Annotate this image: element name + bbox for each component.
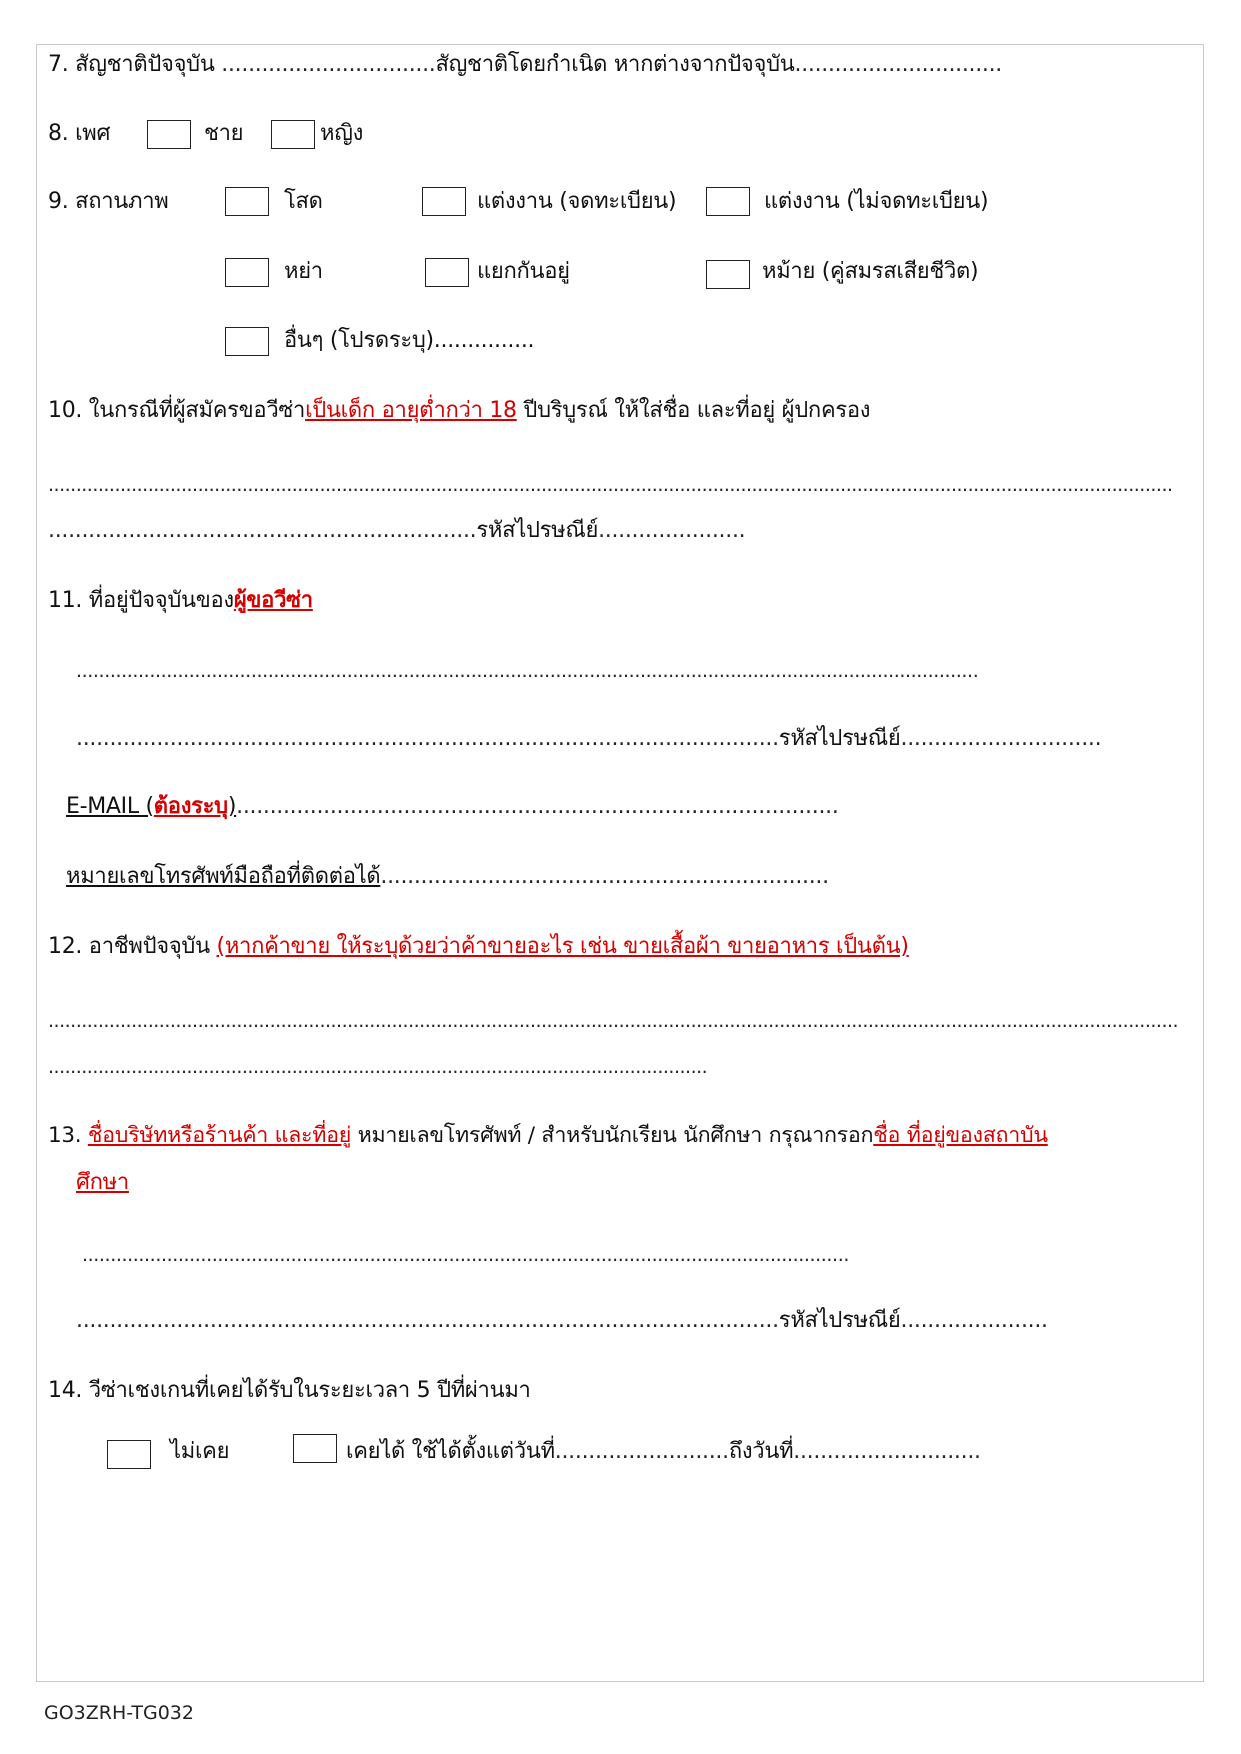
- q9-married-unreg-checkbox[interactable]: [706, 187, 750, 216]
- q14-had-checkbox[interactable]: [293, 1434, 337, 1463]
- q11-email-field[interactable]: ..........................................................................................: [236, 794, 839, 819]
- q11-address-line-1[interactable]: ................................................................................................................................................................: [76, 660, 979, 682]
- q13-address-field-2[interactable]: .........................................................................................................: [76, 1308, 779, 1333]
- q9-single-checkbox[interactable]: [225, 187, 269, 216]
- q8-female-checkbox[interactable]: [271, 120, 315, 149]
- q11-prefix: 11. ที่อยู่ปัจจุบันของ: [48, 588, 234, 613]
- q11-phone-row: [66, 862, 829, 892]
- q10-guardian-line-2: [48, 516, 745, 546]
- q12-note: (หากค้าขาย ให้ระบุด้วยว่าค้าขายอะไร เช่น ขายเสื้อผ้า ขายอาหาร เป็นต้น): [216, 934, 909, 959]
- q11-email-label: E-MAIL (: [66, 794, 154, 819]
- q14-to-label: ถึงวันที่: [728, 1439, 794, 1464]
- q11-question: [48, 586, 313, 616]
- q11-email-row: [66, 792, 839, 822]
- q13-postal-field[interactable]: ......................: [900, 1308, 1048, 1333]
- q14-question: 14. วีซ่าเชงเกนที่เคยได้รับในระยะเวลา 5 ปีที่ผ่านมา: [48, 1378, 531, 1403]
- q10-suffix: ปีบริบูรณ์ ให้ใส่ชื่อ และที่อยู่ ผู้ปกครอง: [516, 398, 871, 423]
- q14-from-field[interactable]: ..........................: [554, 1439, 729, 1464]
- q13-highlight-3: ศึกษา: [76, 1170, 129, 1195]
- q10-postal-label: รหัสไปรษณีย์: [476, 518, 599, 543]
- q11-phone-field[interactable]: ...................................................................: [380, 864, 829, 889]
- q11-address-line-2: [76, 724, 1101, 754]
- q9-other-checkbox[interactable]: [225, 327, 269, 356]
- q8-male-label: ชาย: [204, 121, 244, 146]
- q14-had-label: เคยได้ ใช้ได้ตั้งแต่วันที่: [346, 1439, 555, 1464]
- q10-postal-field[interactable]: ......................: [598, 518, 746, 543]
- q7-birth-field[interactable]: ...............................: [794, 52, 1003, 77]
- q8-label: 8. เพศ: [48, 121, 111, 146]
- q14-never-checkbox[interactable]: [107, 1440, 151, 1469]
- q13-postal-label: รหัสไปรษณีย์: [778, 1308, 901, 1333]
- q9-married-reg-label: แต่งงาน (จดทะเบียน): [477, 189, 677, 214]
- q9-married-unreg-label: แต่งงาน (ไม่จดทะเบียน): [764, 189, 989, 214]
- q10-highlight: เป็นเด็ก อายุต่ำกว่า 18: [305, 398, 517, 423]
- q11-highlight: ผู้ขอวีซ่า: [233, 588, 313, 613]
- q7-current-field[interactable]: ................................: [221, 52, 436, 77]
- q8-female-label: หญิง: [320, 121, 364, 146]
- q13-highlight-1: ชื่อบริษัทหรือร้านค้า และที่อยู่: [87, 1123, 352, 1148]
- q7-row: [48, 50, 1002, 80]
- q11-postal-label: รหัสไปรษณีย์: [778, 726, 901, 751]
- q10-guardian-line-1[interactable]: ...........................................................................................................................................................................................................: [48, 474, 1173, 496]
- q9-label: 9. สถานภาพ: [48, 189, 169, 214]
- document-code: GO3ZRH-TG032: [44, 1702, 194, 1724]
- q14-had-row: [346, 1437, 981, 1467]
- q9-divorced-checkbox[interactable]: [225, 258, 269, 287]
- q9-single-label: โสด: [284, 189, 323, 214]
- q11-email-required: ต้องระบุ: [153, 794, 228, 819]
- q9-divorced-label: หย่า: [284, 259, 323, 284]
- q9-widowed-label: หม้าย (คู่สมรสเสียชีวิต): [762, 259, 979, 284]
- q9-other-field[interactable]: อื่นๆ (โปรดระบุ)...............: [284, 328, 535, 353]
- q10-prefix: 10. ในกรณีที่ผู้สมัครขอวีซ่า: [48, 398, 306, 423]
- q9-separated-label: แยกกันอยู่: [477, 259, 570, 284]
- q10-guardian-field-2[interactable]: ................................................................: [48, 518, 477, 543]
- q12-occupation-line-1[interactable]: ............................................................................................................................................................................................................: [48, 1010, 1179, 1032]
- q13-question: [48, 1121, 1048, 1151]
- q8-male-checkbox[interactable]: [147, 120, 191, 149]
- q7-birth-label: สัญชาติโดยกำเนิด หากต่างจากปัจจุบัน: [435, 52, 795, 77]
- q12-question: [48, 932, 909, 962]
- q13-num: 13.: [48, 1123, 88, 1148]
- q11-postal-field[interactable]: ..............................: [900, 726, 1102, 751]
- q14-to-field[interactable]: ............................: [793, 1439, 981, 1464]
- q11-address-field-2[interactable]: .........................................................................................................: [76, 726, 779, 751]
- q9-separated-checkbox[interactable]: [425, 258, 469, 287]
- q12-label: 12. อาชีพปัจจุบัน: [48, 934, 217, 959]
- q7-current-label: 7. สัญชาติปัจจุบัน: [48, 52, 215, 77]
- q9-married-reg-checkbox[interactable]: [422, 187, 466, 216]
- q13-address-line-1[interactable]: ........................................................................................................................................: [82, 1244, 849, 1266]
- q10-question: [48, 396, 870, 426]
- q12-occupation-line-2[interactable]: .......................................................................................................................: [48, 1056, 708, 1078]
- q14-never-label: ไม่เคย: [170, 1439, 230, 1464]
- q13-highlight-2: ชื่อ ที่อยู่ของสถาบัน: [873, 1123, 1048, 1148]
- q9-widowed-checkbox[interactable]: [706, 260, 750, 289]
- q11-phone-label: หมายเลขโทรศัพท์มือถือที่ติดต่อได้: [66, 864, 381, 889]
- q11-email-close: ): [227, 794, 237, 819]
- q13-address-line-2: [76, 1306, 1048, 1336]
- q13-mid: หมายเลขโทรศัพท์ / สำหรับนักเรียน นักศึกษา กรุณากรอก: [351, 1123, 874, 1148]
